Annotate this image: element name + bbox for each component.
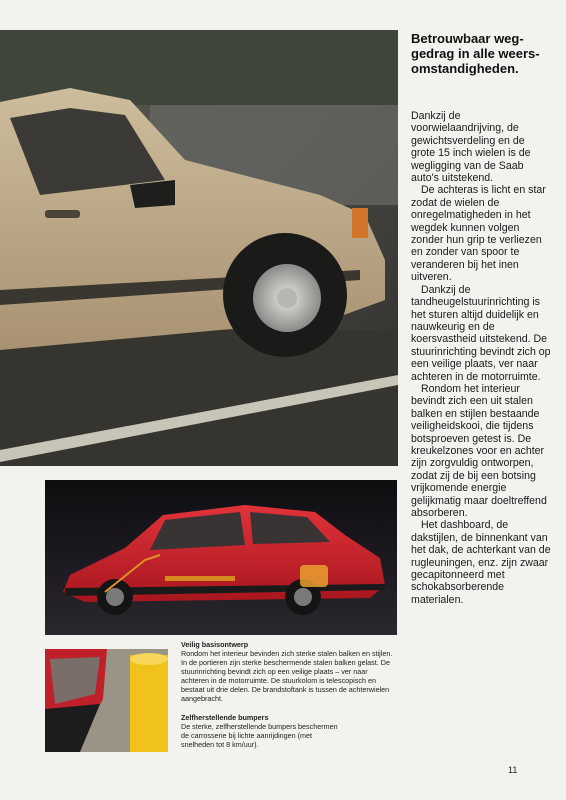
bumper-detail-photo (45, 649, 168, 752)
body-paragraph: De achteras is licht en star zodat de wielen de onregelmatigheden in het wegdek kunnen volgen zonder hun grip te verliezen en zonder van spoor te veranderen bij het inen uitveren. (411, 184, 546, 284)
red-saab-safety-photo (45, 480, 397, 635)
caption-text: De sterke, zelfherstellende bumpers beschermen de carrosserie bij lichte aanrijdingen (met snelheden tot 8 km/uur). (181, 722, 338, 749)
body-paragraph: Dankzij de tandheugelstuurinrichting is het sturen altijd duidelijk en nauwkeurig en de koersvastheid uitstekend. De stuurinrichting bevindt zich op een veilige plaats, ver naar achteren in de motorruimte. (411, 283, 551, 383)
body-paragraph: Dankzij de voorwielaandrijving, de gewichtsverdeling en de grote 15 inch wielen is de wegligging van de Saab auto's uitstekend. (411, 110, 531, 185)
body-text (411, 110, 551, 606)
page-number: 11 (508, 765, 518, 775)
caption-text: Rondom het interieur bevinden zich sterke stalen balken en stijlen. In de portieren zijn sterke beschermende stalen balken gelast. De stuurinrichting bevindt zich op een veilige plaats – ver naar achteren in de motorruimte. De stuurkolom is telescopisch en bestaat uit drie delen. De brandstoftank is tussen de achterwielen aangebracht. (181, 649, 393, 703)
caption-safety-design (181, 640, 397, 703)
hero-photo-silver-saab (0, 30, 398, 466)
caption-bumpers (181, 713, 341, 749)
caption-title: Veilig basisontwerp (181, 640, 249, 649)
body-paragraph: Rondom het interieur bevindt zich een uit stalen balken en stijlen bestaande veiligheidskooi, die tijdens botsproeven getest is. De kreukelzones voor en achter zijn zorgvuldig ontworpen, zodat zij de bij een botsing vrijkomende energie gelijkmatig maar doeltreffend absorberen. (411, 382, 547, 519)
body-paragraph: Het dashboard, de dakstijlen, de binnenkant van het dak, de achterkant van de rugleuningen, enz. zijn zwaar gecapitonneerd met schokabsorberende materialen. (411, 519, 551, 606)
section-heading: Betrouwbaar weg- gedrag in alle weers- omstandigheden. (411, 31, 540, 76)
caption-title: Zelfherstellende bumpers (181, 713, 269, 722)
